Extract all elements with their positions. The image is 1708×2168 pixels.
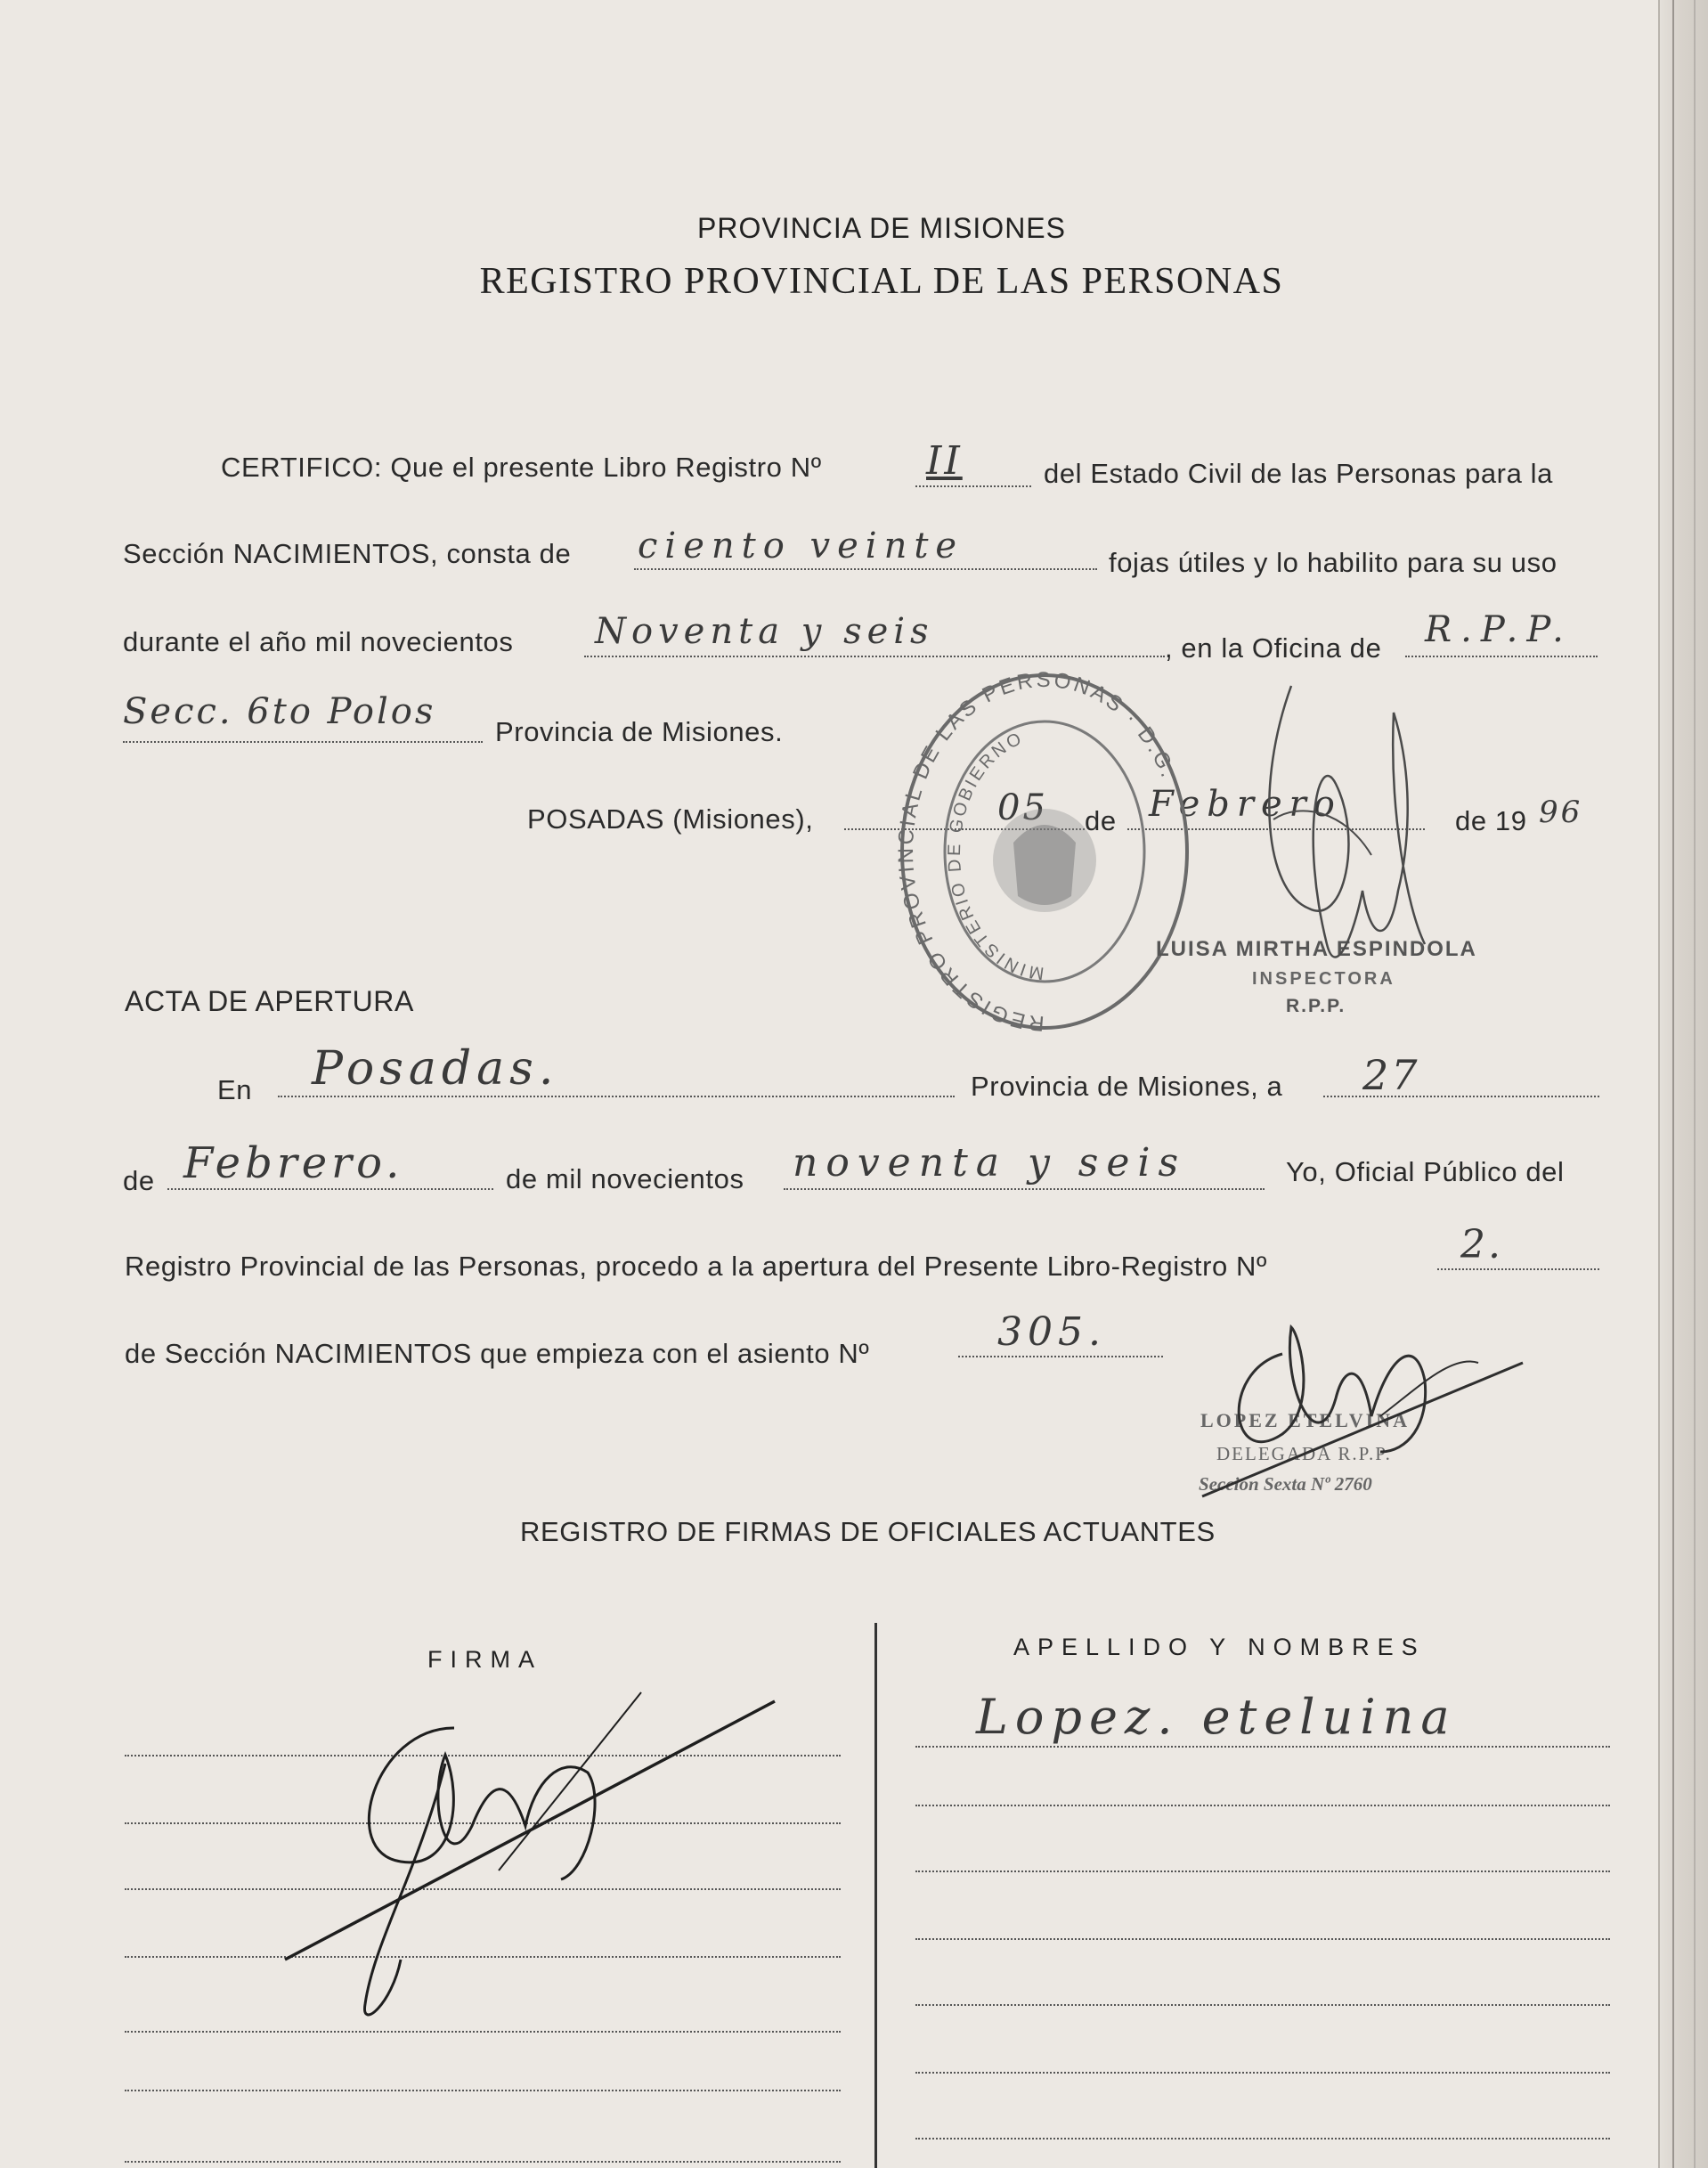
year-words-handwritten: Noventa y seis [595,611,934,652]
delegada-section-stamp: Sección Sexta Nº 2760 [1199,1473,1372,1495]
official-seal-stamp [893,667,1192,1039]
fill-line [584,656,1165,657]
seccion-handwritten: Secc. 6to Polos [123,691,436,732]
cert-line-2-text-b: fojas útiles y lo habilito para su uso [1109,547,1558,578]
acta-oficial-publico: Yo, Oficial Público del [1286,1156,1565,1187]
acta-de: de [123,1165,155,1196]
date-place: POSADAS (Misiones), [527,803,814,835]
page-edge-line [1694,0,1696,2168]
acta-en: En [217,1074,253,1105]
delegada-name-stamp: LOPEZ ETELVINA [1200,1409,1410,1431]
fill-line [167,1188,493,1190]
page-edge-line [1672,0,1674,2168]
asiento-handwritten: 305. [997,1309,1106,1355]
firmas-heading: REGISTRO DE FIRMAS DE OFICIALES ACTUANTES [520,1516,1216,1547]
seal-inner-text: MINISTERIO DE GOBIERNO [944,728,1045,983]
libro-number-handwritten: II [926,438,963,484]
nombre-line [915,1805,1610,1806]
day-handwritten: 05 [997,787,1048,828]
fill-line [915,485,1031,487]
cert-line-4-text: Provincia de Misiones. [495,716,784,747]
page-edge [1658,0,1708,2168]
firma-line [125,2090,841,2091]
province-title: PROVINCIA DE MISIONES [697,212,1066,244]
fill-line [958,1356,1163,1357]
acta-line-3: Registro Provincial de las Personas, procedo a la apertura del Presente Libro-Registro Nº [125,1251,1267,1282]
firma-line [125,2161,841,2163]
date-de-19: de 19 [1455,805,1527,836]
registry-title: REGISTRO PROVINCIAL DE LAS PERSONAS [479,261,1284,302]
cert-line-1-text-b: del Estado Civil de las Personas para la [1044,458,1553,489]
fill-line [1437,1268,1599,1270]
cert-line-3-text: durante el año mil novecientos [123,626,514,657]
nombre-line [915,2004,1610,2006]
year-digits-handwritten: 96 [1539,795,1583,830]
oficina-handwritten: R.P.P. [1425,609,1573,650]
inspector-title-stamp: INSPECTORA [1252,969,1395,989]
nombre-line [915,1938,1610,1940]
inspector-name-stamp: LUISA MIRTHA ESPINDOLA [1156,937,1477,961]
firma-signature [267,1675,801,2031]
inspector-signature [1238,677,1443,1015]
month-handwritten: Febrero [1149,784,1342,825]
cert-line-1-text: CERTIFICO: Que el presente Libro Registro Nº [221,452,822,483]
delegada-title-stamp: DELEGADA R.P.P. [1216,1443,1392,1464]
nombre-1-handwritten: Lopez. eteluina [976,1689,1457,1745]
cert-line-2-text: Sección NACIMIENTOS, consta de [123,538,572,569]
firma-column-header: FIRMA [427,1646,542,1673]
mes-handwritten: Febrero. [183,1138,404,1188]
acta-line-4: de Sección NACIMIENTOS que empieza con el asiento Nº [125,1338,870,1369]
nombre-line [915,2072,1610,2074]
fill-line [123,741,483,743]
seal-outer-text: REGISTRO PROVINCIAL DE LAS PERSONAS · D.G. [893,667,1182,1036]
nombre-line [915,1871,1610,1872]
lugar-handwritten: Posadas. [312,1042,559,1096]
column-divider [874,1623,877,2168]
fill-line [634,568,1097,570]
anio-handwritten: noventa y seis [793,1140,1187,1186]
inspector-org-stamp: R.P.P. [1286,996,1346,1016]
acta-provincia-a: Provincia de Misiones, a [971,1071,1283,1102]
cert-line-3-text-b: , en la Oficina de [1165,632,1382,664]
fill-line [278,1096,955,1097]
firma-line [125,2031,841,2033]
acta-heading: ACTA DE APERTURA [125,985,414,1017]
acta-libro-handwritten: 2. [1460,1222,1503,1267]
nombre-line [915,2138,1610,2139]
nombre-line [915,1746,1610,1748]
delegada-signature [1184,1300,1541,1514]
fill-line [1405,656,1598,657]
date-de: de [1085,805,1117,836]
acta-mil-novecientos: de mil novecientos [506,1163,744,1194]
fill-line [784,1188,1265,1190]
fojas-handwritten: ciento veinte [638,526,964,566]
nombres-column-header: APELLIDO Y NOMBRES [1013,1634,1426,1660]
dia-handwritten: 27 [1362,1051,1420,1099]
